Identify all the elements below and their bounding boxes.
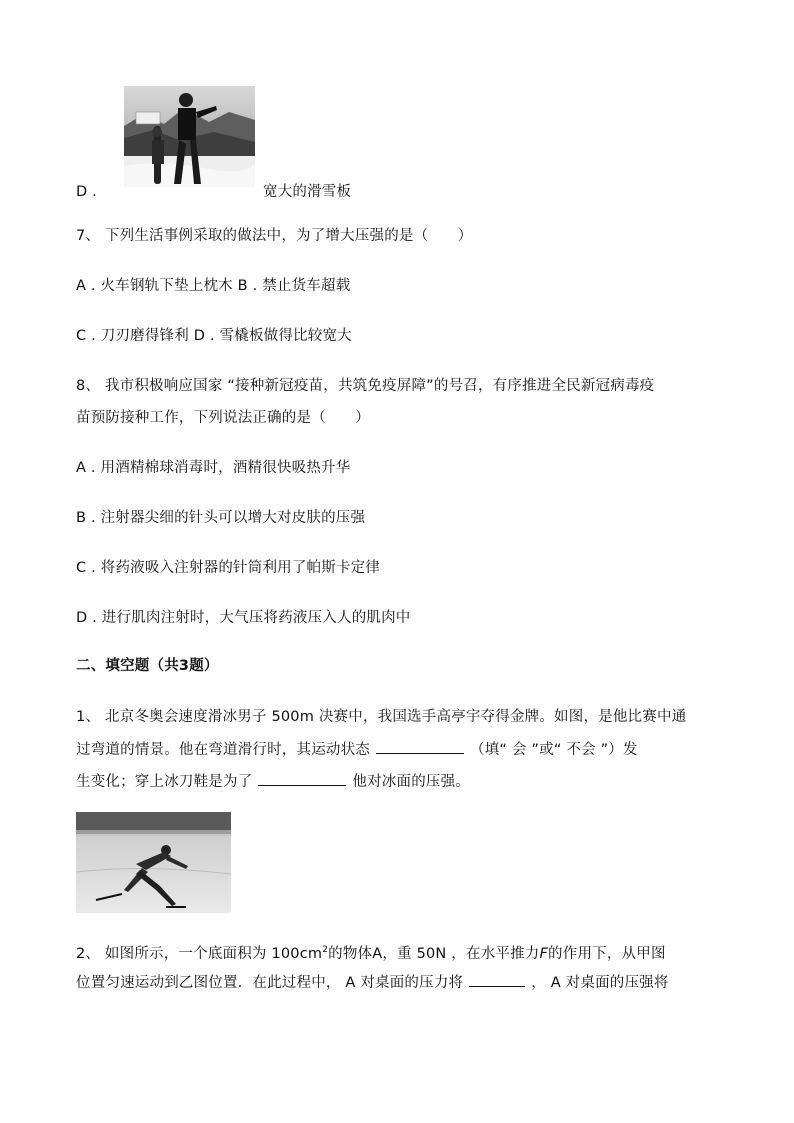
fill1-line3 [76, 771, 470, 792]
q6-option-d-label: D . [76, 184, 97, 200]
fill1-line2-text-a: 过弯道的情景。他在弯道滑行时，其运动状态 [76, 742, 370, 758]
fill2-superscript: 2 [322, 945, 329, 955]
fill1-line3-text-a: 生变化；穿上冰刀鞋是为了 [76, 774, 253, 790]
q8-option-d: D . 进行肌肉注射时，大气压将药液压入人的肌肉中 [76, 610, 411, 626]
fill2-line2-text-a: 位置匀速运动到乙图位置．在此过程中， A 对桌面的压力将 [76, 975, 464, 991]
q8-option-c: C . 将药液吸入注射器的针筒利用了帕斯卡定律 [76, 560, 381, 576]
fill2-line1-text-c: 的作用下，从甲图 [548, 945, 666, 962]
speed-skater-photo [76, 812, 231, 913]
fill1-blank-2[interactable] [258, 771, 346, 786]
q8-option-a: A . 用酒精棉球消毒时，酒精很快吸热升华 [76, 460, 351, 476]
q8-stem-line2: 苗预防接种工作，下列说法正确的是（ ） [76, 410, 370, 426]
fill1-line2-text-b: （填“ 会 ”或“ 不会 ”）发 [470, 742, 638, 758]
q7-options-ab: A . 火车钢轨下垫上枕木 B . 禁止货车超载 [76, 278, 351, 294]
fill2-line1-text-b: 的物体A，重 50N ，在水平推力 [328, 945, 540, 962]
snowboard-photo-graphic [124, 86, 255, 187]
fill1-line2 [76, 739, 638, 760]
speed-skater-photo-graphic [76, 812, 231, 913]
q8-stem-line1: 8、 我市积极响应国家 “接种新冠疫苗，共筑免疫屏障”的号召，有序推进全民新冠病毒疫 [76, 378, 655, 394]
fill1-line1: 1、 北京冬奥会速度滑冰男子 500m 决赛中，我国选手高亭宇夺得金牌。如图，是他比赛中通 [76, 709, 687, 725]
section2-heading: 二、填空题（共3题） [76, 658, 219, 674]
fill2-line2 [76, 972, 669, 993]
fill2-line1 [76, 940, 666, 964]
fill2-blank-1[interactable] [469, 972, 525, 987]
q6-option-d-text: 宽大的滑雪板 [263, 184, 352, 200]
fill2-force-symbol: F [539, 945, 549, 962]
fill2-line2-text-b: ， A 对桌面的压强将 [531, 975, 669, 991]
snowboard-photo [124, 86, 255, 187]
q6-option-d [76, 182, 794, 202]
q7-options-cd: C . 刀刃磨得锋利 D . 雪橇板做得比较宽大 [76, 328, 352, 344]
q8-option-b: B . 注射器尖细的针头可以增大对皮肤的压强 [76, 510, 366, 526]
fill1-line3-text-b: 他对冰面的压强。 [352, 774, 471, 790]
q7-stem: 7、 下列生活事例采取的做法中，为了增大压强的是（ ） [76, 228, 473, 244]
fill1-blank-1[interactable] [376, 739, 464, 754]
fill2-line1-text-a: 2、 如图所示，一个底面积为 100cm [76, 945, 323, 962]
